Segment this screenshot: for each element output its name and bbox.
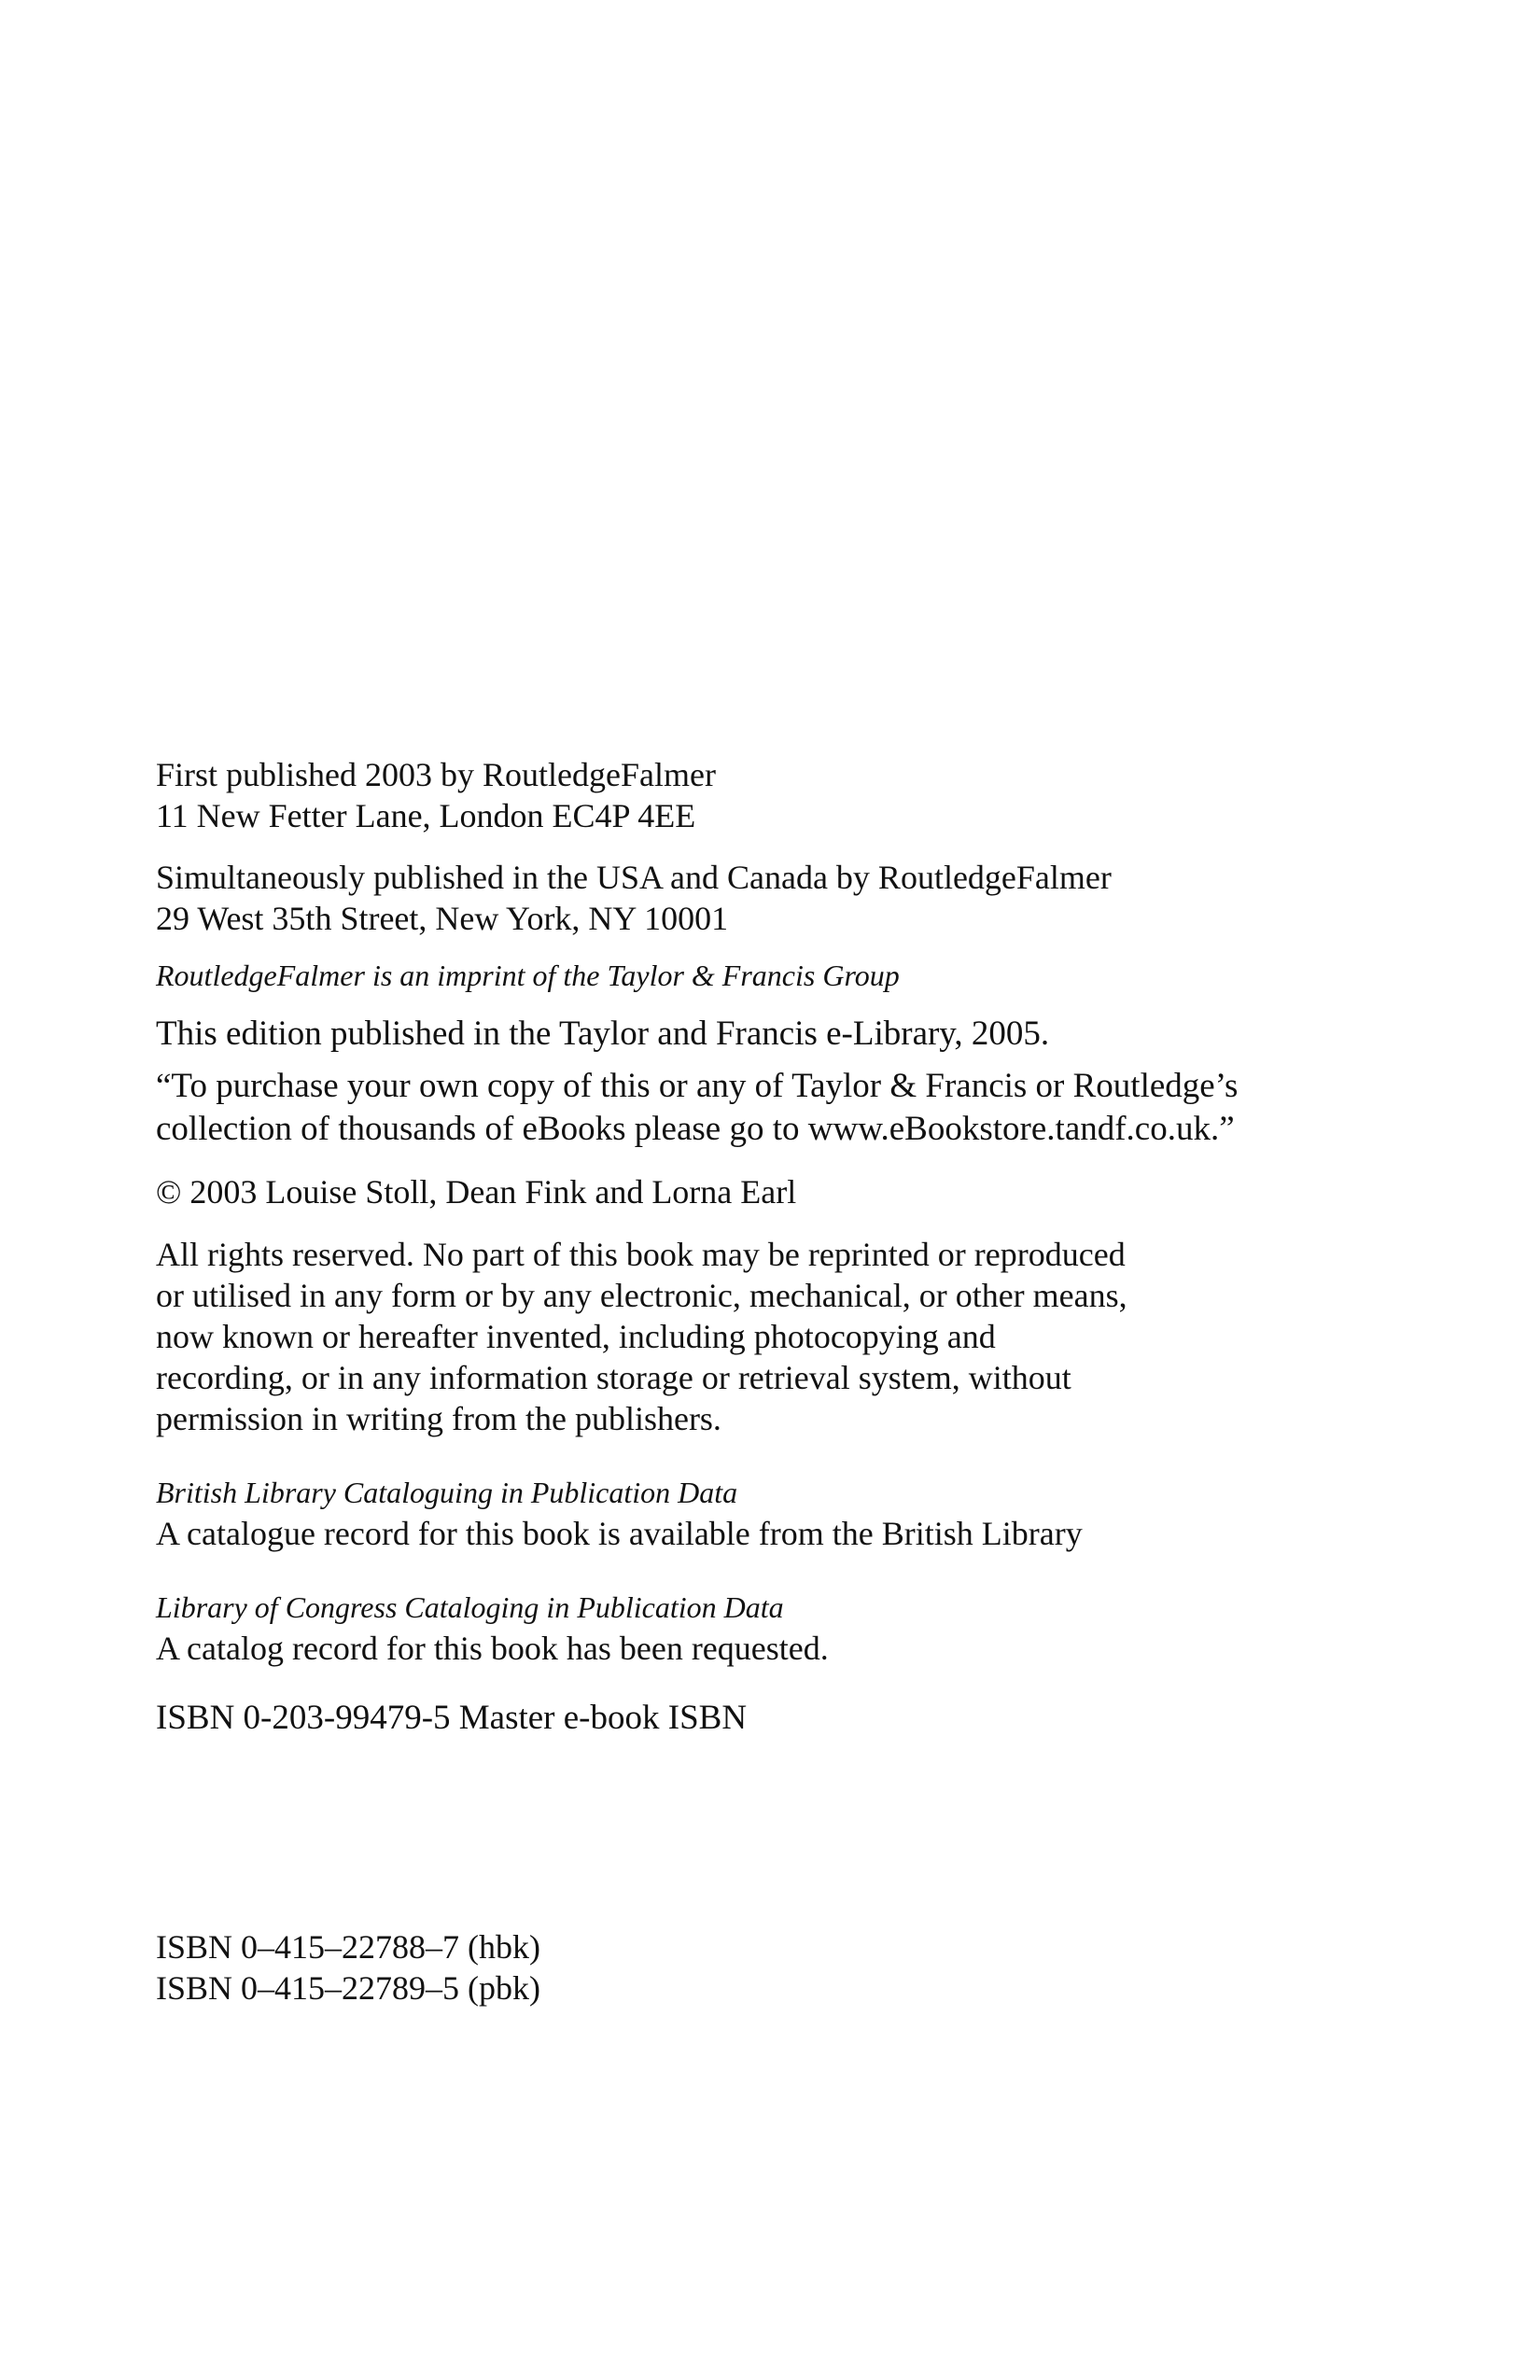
rights-line: or utilised in any form or by any electronic, mechanical, or other means, [156,1277,1127,1314]
purchase-notice-line: “To purchase your own copy of this or any of Taylor & Francis or Routledge’s [156,1067,1239,1105]
british-library-cip [156,1472,1397,1554]
purchase-notice-line: collection of thousands of eBooks please go to www.eBookstore.tandf.co.uk.” [156,1110,1235,1148]
british-library-heading: British Library Cataloguing in Publication Data [156,1476,738,1509]
first-published-block [156,754,1397,836]
library-of-congress-text: A catalog record for this book has been requested. [156,1630,829,1667]
isbn-paperback: ISBN 0–415–22789–5 (pbk) [156,1969,540,2007]
edition-statement: This edition published in the Taylor and Francis e-Library, 2005. [156,1015,1050,1053]
simultaneous-publication-block [156,857,1397,939]
imprint-statement: RoutledgeFalmer is an imprint of the Taylor & Francis Group [156,959,900,992]
isbn-master: ISBN 0-203-99479-5 Master e-book ISBN [156,1699,748,1737]
rights-line: now known or hereafter invented, including photocopying and [156,1318,996,1355]
isbn-list [156,1926,1397,2009]
purchase-notice [156,1065,1397,1151]
publisher-address-line: 11 New Fetter Lane, London EC4P 4EE [156,797,696,834]
british-library-text: A catalogue record for this book is available from the British Library [156,1515,1083,1552]
simultaneous-publication-line: Simultaneously published in the USA and Canada by RoutledgeFalmer [156,859,1112,896]
library-of-congress-heading: Library of Congress Cataloging in Publication Data [156,1590,784,1624]
rights-line: permission in writing from the publishers. [156,1400,721,1437]
rights-statement [156,1234,1397,1439]
rights-line: recording, or in any information storage or retrieval system, without [156,1359,1071,1396]
library-of-congress-cip [156,1587,1397,1669]
first-published-line: First published 2003 by RoutledgeFalmer [156,756,716,793]
rights-line: All rights reserved. No part of this book may be reprinted or reproduced [156,1236,1126,1273]
us-address-line: 29 West 35th Street, New York, NY 10001 [156,900,729,937]
isbn-hardback: ISBN 0–415–22788–7 (hbk) [156,1928,540,1966]
copyright-notice: © 2003 Louise Stoll, Dean Fink and Lorna Earl [156,1173,797,1211]
